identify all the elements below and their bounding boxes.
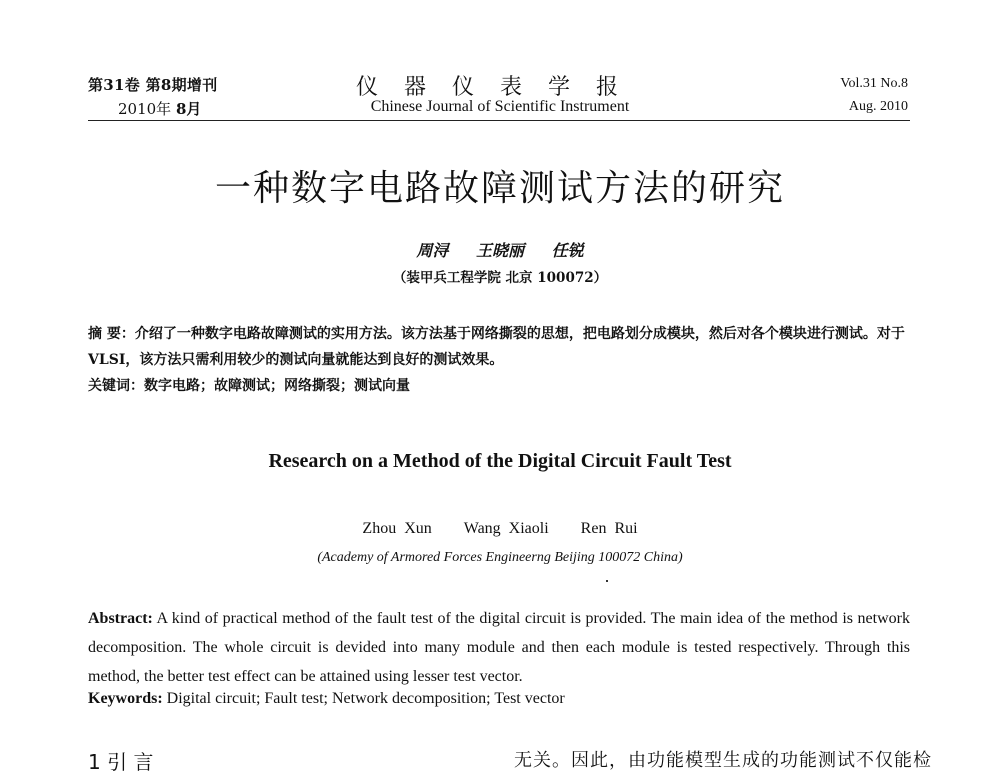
abstract-cn-text: 介绍了一种数字电路故障测试的实用方法。该方法基于网络撕裂的思想，把电路划分成模块，然后对各个模块进行测试。对于VLSI，该方法只需利用较少的测试向量就能达到良好的测试效果。 [88, 326, 905, 368]
authors-en [0, 520, 1000, 538]
header-year-cn: 2010年 [118, 100, 172, 118]
header-date-en: Aug. 2010 [848, 99, 908, 114]
keywords-cn-text: 数字电路；故障测试；网络撕裂；测试向量 [144, 378, 410, 394]
keywords-en-text: Digital circuit; Fault test; Network decomposition; Test vector [166, 690, 565, 707]
abstract-en [88, 604, 910, 691]
abstract-cn [88, 321, 910, 399]
body-text-fragment: 无关。因此，由功能模型生成的功能测试不仅能检 [514, 750, 932, 771]
header-rule [88, 120, 910, 121]
paper-title-en: Research on a Method of the Digital Circuit Fault Test [268, 450, 732, 472]
authors-cn: 周浔 王晓丽 任锐 [416, 241, 584, 260]
keywords-en [88, 690, 910, 708]
author-en: Wang Xiaoli [463, 520, 549, 537]
abstract-en-text: A kind of practical method of the fault test of the digital circuit is provided. The main idea of the method is network decomposition. The whole circuit is devided into many module and then each module is tested respectively. Through this method, the better test effect can be attained using lesser test vector. [88, 610, 910, 685]
abstract-en-label: Abstract: [88, 610, 153, 627]
affiliation-en: (Academy of Armored Forces Engineerng Beijing 100072 China) [317, 550, 683, 565]
stray-dot [606, 580, 608, 582]
author-en: Zhou Xun [362, 520, 432, 537]
header-month-cn: 8月 [175, 100, 202, 118]
author-en: Ren Rui [580, 520, 638, 537]
keywords-en-label: Keywords: [88, 690, 163, 707]
abstract-cn-label: 摘 要： [88, 326, 135, 342]
section-heading-introduction: 1 引 言 [88, 750, 154, 774]
journal-name-en: Chinese Journal of Scientific Instrument [370, 98, 630, 115]
affiliation-cn: （装甲兵工程学院 北京 100072） [392, 270, 608, 286]
header-volume-en: Vol.31 No.8 [840, 76, 908, 91]
journal-name-cn: 仪器仪表学报 [355, 75, 644, 100]
keywords-cn-label: 关键词： [88, 378, 144, 394]
header-volume-issue-cn: 第31卷 第8期增刊 [88, 76, 218, 94]
paper-title-cn: 一种数字电路故障测试方法的研究 [214, 168, 785, 209]
